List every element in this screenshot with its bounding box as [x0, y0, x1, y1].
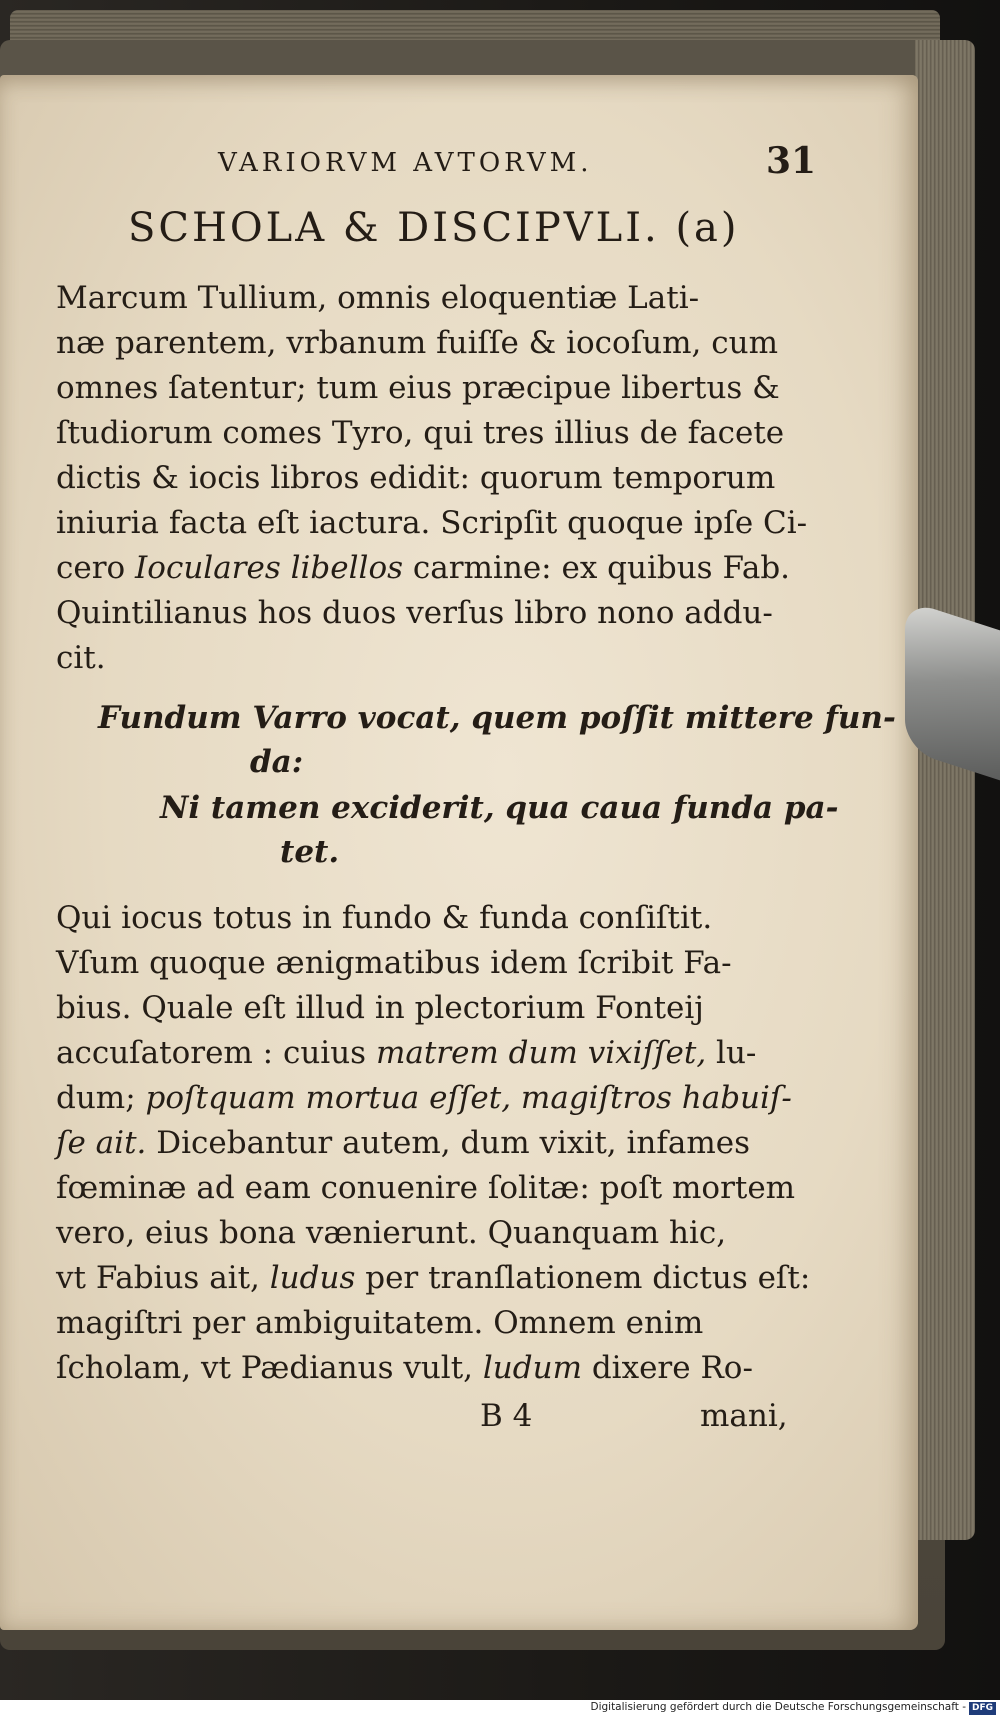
text-line: dictis & iocis libros edidit: quorum temporum — [56, 460, 776, 496]
text-line: Quintilianus hos duos verſus libro nono addu- — [56, 595, 773, 631]
text-line: vero, eius bona vænierunt. Quanquam hic, — [56, 1215, 727, 1251]
text-line: bius. Quale eſt illud in plectorium Fonteij — [56, 990, 704, 1026]
text-line: iniuria facta eſt iactura. Scripſit quoque ipſe Ci- — [56, 505, 808, 541]
verse-line: da: — [250, 744, 304, 780]
text-line — [56, 1080, 792, 1116]
text-run: dum; — [56, 1080, 146, 1116]
text-run: cero — [56, 550, 136, 586]
text-run: vt Fabius ait, — [56, 1260, 270, 1296]
verse-line: Ni tamen exciderit, qua caua funda pa- — [160, 790, 839, 826]
verse-line: Fundum Varro vocat, quem poſſit mittere fun- — [98, 700, 896, 736]
text-run: lu- — [706, 1035, 757, 1071]
text-line — [56, 1350, 753, 1386]
text-line: Marcum Tullium, omnis eloquentiæ Lati- — [56, 280, 700, 316]
verse-line: tet. — [280, 834, 340, 870]
text-run: dixere Ro- — [581, 1350, 753, 1386]
text-line: Vſum quoque ænigmatibus idem ſcribit Fa- — [56, 945, 732, 981]
text-line — [56, 1035, 756, 1071]
text-line: Qui iocus totus in fundo & funda conſiſtit. — [56, 900, 713, 936]
text-line: fœminæ ad eam conuenire ſolitæ: poſt mortem — [56, 1170, 796, 1206]
text-line — [56, 1125, 750, 1161]
dfg-logo: DFG — [969, 1702, 996, 1715]
catchword: mani, — [700, 1398, 788, 1434]
funding-credit: Digitalisierung gefördert durch die Deutsche Forschungsgemeinschaft - — [590, 1701, 966, 1713]
text-line: omnes ſatentur; tum eius præcipue libertus & — [56, 370, 780, 406]
text-line: cit. — [56, 640, 106, 676]
italic-run: ludus — [269, 1260, 356, 1296]
page-stack-edge — [915, 40, 975, 1540]
text-run: accuſatorem : cuius — [56, 1035, 376, 1071]
text-run: ſcholam, vt Pædianus vult, — [56, 1350, 483, 1386]
text-line — [56, 1260, 810, 1296]
text-run: per tranſlationem dictus eſt: — [355, 1260, 811, 1296]
page-number: 31 — [766, 140, 817, 182]
text-line: ſtudiorum comes Tyro, qui tres illius de facete — [56, 415, 785, 451]
italic-run: ſe ait. — [56, 1125, 147, 1161]
italic-run: Ioculares libellos — [135, 550, 404, 586]
running-head: VARIORVM AVTORVM. — [218, 148, 593, 178]
italic-run: poſtquam mortua eſſet, magiſtros habuiſ- — [145, 1080, 792, 1116]
text-line — [56, 550, 790, 586]
signature-mark: B 4 — [480, 1398, 533, 1434]
section-title: SCHOLA & DISCIPVLI. (a) — [128, 205, 740, 251]
italic-run: matrem dum vixiſſet, — [375, 1035, 707, 1071]
text-line: magiſtri per ambiguitatem. Omnem enim — [56, 1305, 704, 1341]
italic-run: ludum — [482, 1350, 582, 1386]
text-line: næ parentem, vrbanum fuiſſe & iocoſum, cum — [56, 325, 778, 361]
text-run: carmine: ex quibus Fab. — [403, 550, 791, 586]
text-run: Dicebantur autem, dum vixit, infames — [146, 1125, 750, 1161]
